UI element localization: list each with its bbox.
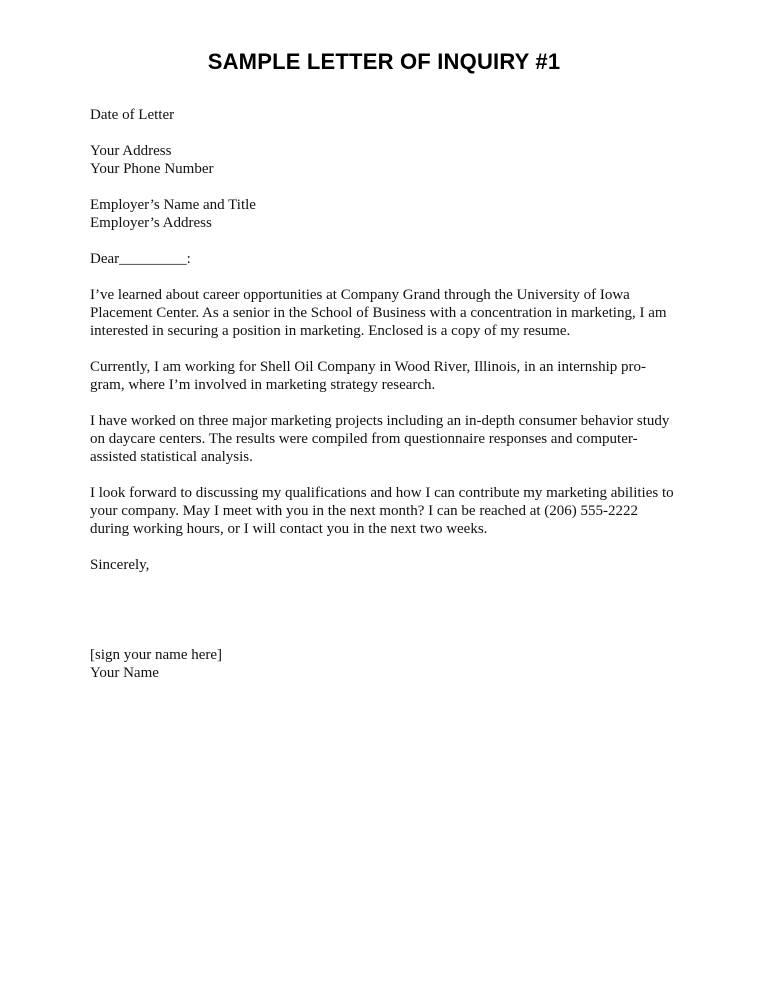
paragraph-line: I’ve learned about career opportunities at Company Grand through the University of Iowa: [90, 287, 630, 303]
letter-body: [90, 106, 690, 682]
paragraph-1: [90, 286, 690, 340]
signer-name: Your Name: [90, 665, 159, 681]
paragraph-line: I look forward to discussing my qualifications and how I can contribute my marketing abilities to: [90, 485, 674, 501]
paragraph-3: [90, 412, 690, 466]
paragraph-line: Currently, I am working for Shell Oil Company in Wood River, Illinois, in an internship pro-: [90, 359, 647, 375]
paragraph-line: interested in securing a position in marketing. Enclosed is a copy of my resume.: [90, 323, 571, 339]
salutation: Dear_________:: [90, 251, 191, 267]
paragraph-line: gram, where I’m involved in marketing strategy research.: [90, 377, 436, 393]
paragraph-line: your company. May I meet with you in the next month? I can be reached at (206) 555-2222: [90, 503, 639, 519]
sender-address: Your Address: [90, 143, 172, 159]
paragraph-line: on daycare centers. The results were compiled from questionnaire responses and computer-: [90, 431, 638, 447]
recipient-address: Employer’s Address: [90, 215, 212, 231]
paragraph-2: [90, 358, 690, 394]
sender-phone: Your Phone Number: [90, 161, 214, 177]
paragraph-line: Placement Center. As a senior in the School of Business with a concentration in marketing, I am: [90, 305, 667, 321]
paragraph-line: assisted statistical analysis.: [90, 449, 253, 465]
paragraph-line: during working hours, or I will contact you in the next two weeks.: [90, 521, 488, 537]
closing: Sincerely,: [90, 557, 150, 573]
signature-placeholder: [sign your name here]: [90, 647, 223, 663]
letter-title: SAMPLE LETTER OF INQUIRY #1: [207, 49, 561, 74]
date-line: Date of Letter: [90, 107, 175, 123]
paragraph-line: I have worked on three major marketing projects including an in-depth consumer behavior study: [90, 413, 670, 429]
recipient-name-title: Employer’s Name and Title: [90, 197, 256, 213]
paragraph-4: [90, 484, 690, 538]
